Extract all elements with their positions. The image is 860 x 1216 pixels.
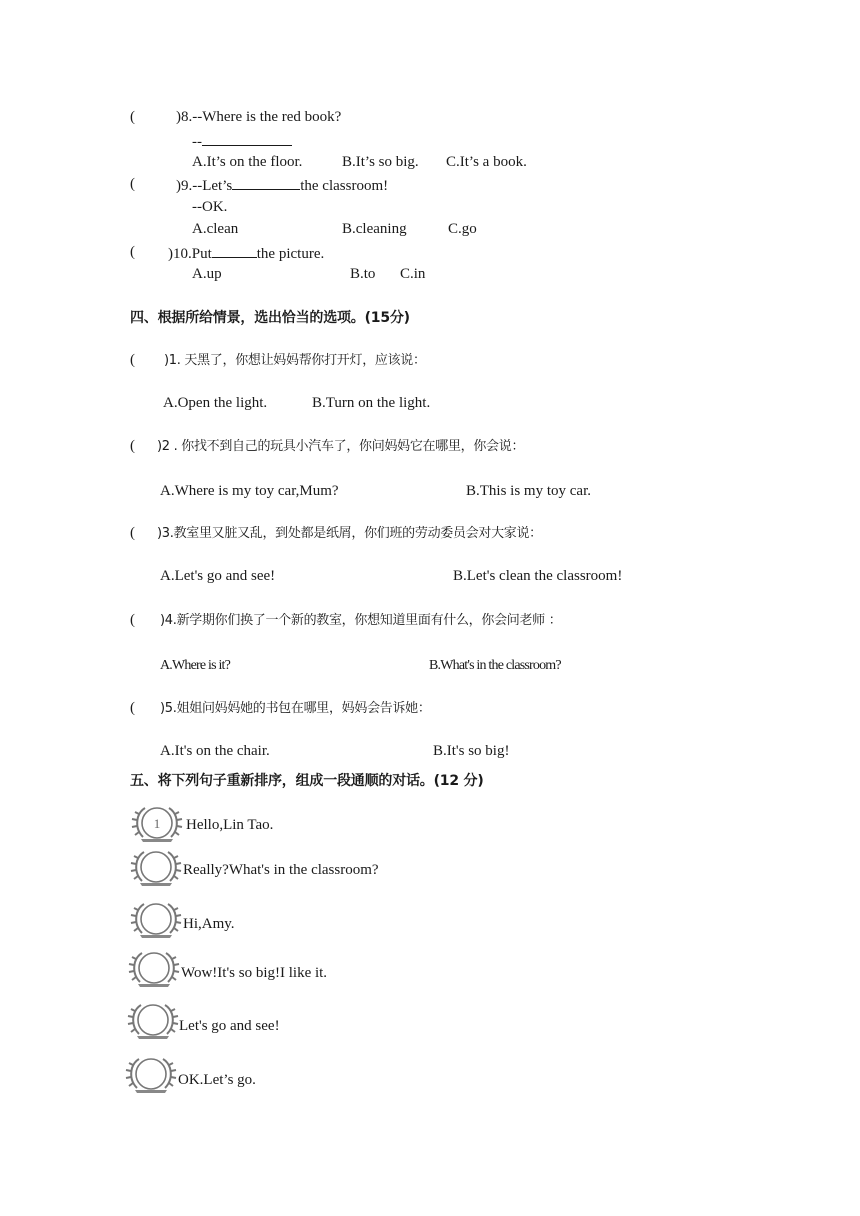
option-a: A.Open the light.	[163, 395, 268, 411]
option-b: B.cleaning	[342, 221, 407, 237]
question-text: )1. 天黑了，你想让妈妈帮你打开灯，应该说：	[164, 353, 426, 368]
dialogue-text: Hi,Amy.	[183, 916, 235, 932]
wreath-number-circle-icon	[130, 848, 182, 888]
reply: --OK.	[192, 199, 228, 215]
option-c: C.in	[400, 266, 426, 282]
section-4-title: 四、根据所给情景，选出恰当的选项。(15分)	[130, 310, 410, 326]
answer-paren-open: (	[130, 438, 135, 454]
answer-prefix: --	[192, 134, 202, 150]
question-text: )3.教室里又脏又乱，到处都是纸屑，你们班的劳动委员会对大家说：	[157, 526, 542, 541]
wreath-number-circle-icon	[128, 949, 180, 989]
prompt-before: )9.--Let’s	[176, 178, 233, 194]
option-b: B.Turn on the light.	[312, 395, 431, 411]
option-b: B.Let's clean the classroom!	[453, 568, 623, 584]
wreath-number-circle-icon	[131, 804, 183, 844]
option-a: A.Let's go and see!	[160, 568, 276, 584]
option-b: B.What's in the classroom?	[429, 658, 561, 673]
item-number: 1	[153, 816, 161, 831]
answer-paren-open: (	[130, 176, 135, 192]
answer-paren-open: (	[130, 612, 135, 628]
option-a: A.clean	[192, 221, 239, 237]
option-a: A.It’s on the floor.	[192, 154, 303, 170]
option-a: A.It's on the chair.	[160, 743, 270, 759]
dialogue-text: Let's go and see!	[179, 1018, 280, 1034]
option-b: B.It’s so big.	[342, 154, 419, 170]
question-text: )5.姐姐问妈妈她的书包在哪里，妈妈会告诉她：	[160, 701, 431, 716]
option-b: B.This is my toy car.	[466, 483, 591, 499]
answer-paren-open: (	[130, 525, 135, 541]
option-b: B.to	[350, 266, 376, 282]
answer-line	[192, 131, 292, 151]
option-c: C.It’s a book.	[446, 154, 527, 170]
option-a: A.up	[192, 266, 222, 282]
dialogue-text: OK.Let’s go.	[178, 1072, 256, 1088]
prompt-before: )10.Put	[168, 246, 212, 262]
option-a: A.Where is my toy car,Mum?	[160, 483, 339, 499]
answer-paren-open: (	[130, 700, 135, 716]
option-c: C.go	[448, 221, 477, 237]
question-prompt	[168, 243, 324, 263]
prompt-after: the picture.	[256, 246, 325, 262]
dialogue-text: Really?What's in the classroom?	[183, 862, 379, 878]
dialogue-text: Wow!It's so big!I like it.	[181, 965, 328, 981]
option-a: A.Where is it?	[160, 658, 231, 673]
answer-paren-open: (	[130, 244, 135, 260]
prompt-after: the classroom!	[300, 178, 389, 194]
answer-paren-open: (	[130, 109, 135, 125]
answer-paren-open: (	[130, 352, 135, 368]
dialogue-text: Hello,Lin Tao.	[186, 817, 274, 833]
question-prompt	[176, 175, 388, 195]
question-text: )4.新学期你们换了一个新的教室，你想知道里面有什么，你会问老师 ：	[160, 613, 562, 628]
wreath-number-circle-icon	[130, 900, 182, 940]
wreath-number-circle-icon	[125, 1055, 177, 1095]
option-b: B.It's so big!	[433, 743, 510, 759]
question-prompt: )8.--Where is the red book?	[176, 109, 342, 125]
question-text: )2 . 你找不到自己的玩具小汽车了，你问妈妈它在哪里，你会说：	[157, 439, 525, 454]
wreath-number-circle-icon	[127, 1001, 179, 1041]
section-5-title: 五、将下列句子重新排序，组成一段通顺的对话。(12 分)	[130, 773, 484, 789]
